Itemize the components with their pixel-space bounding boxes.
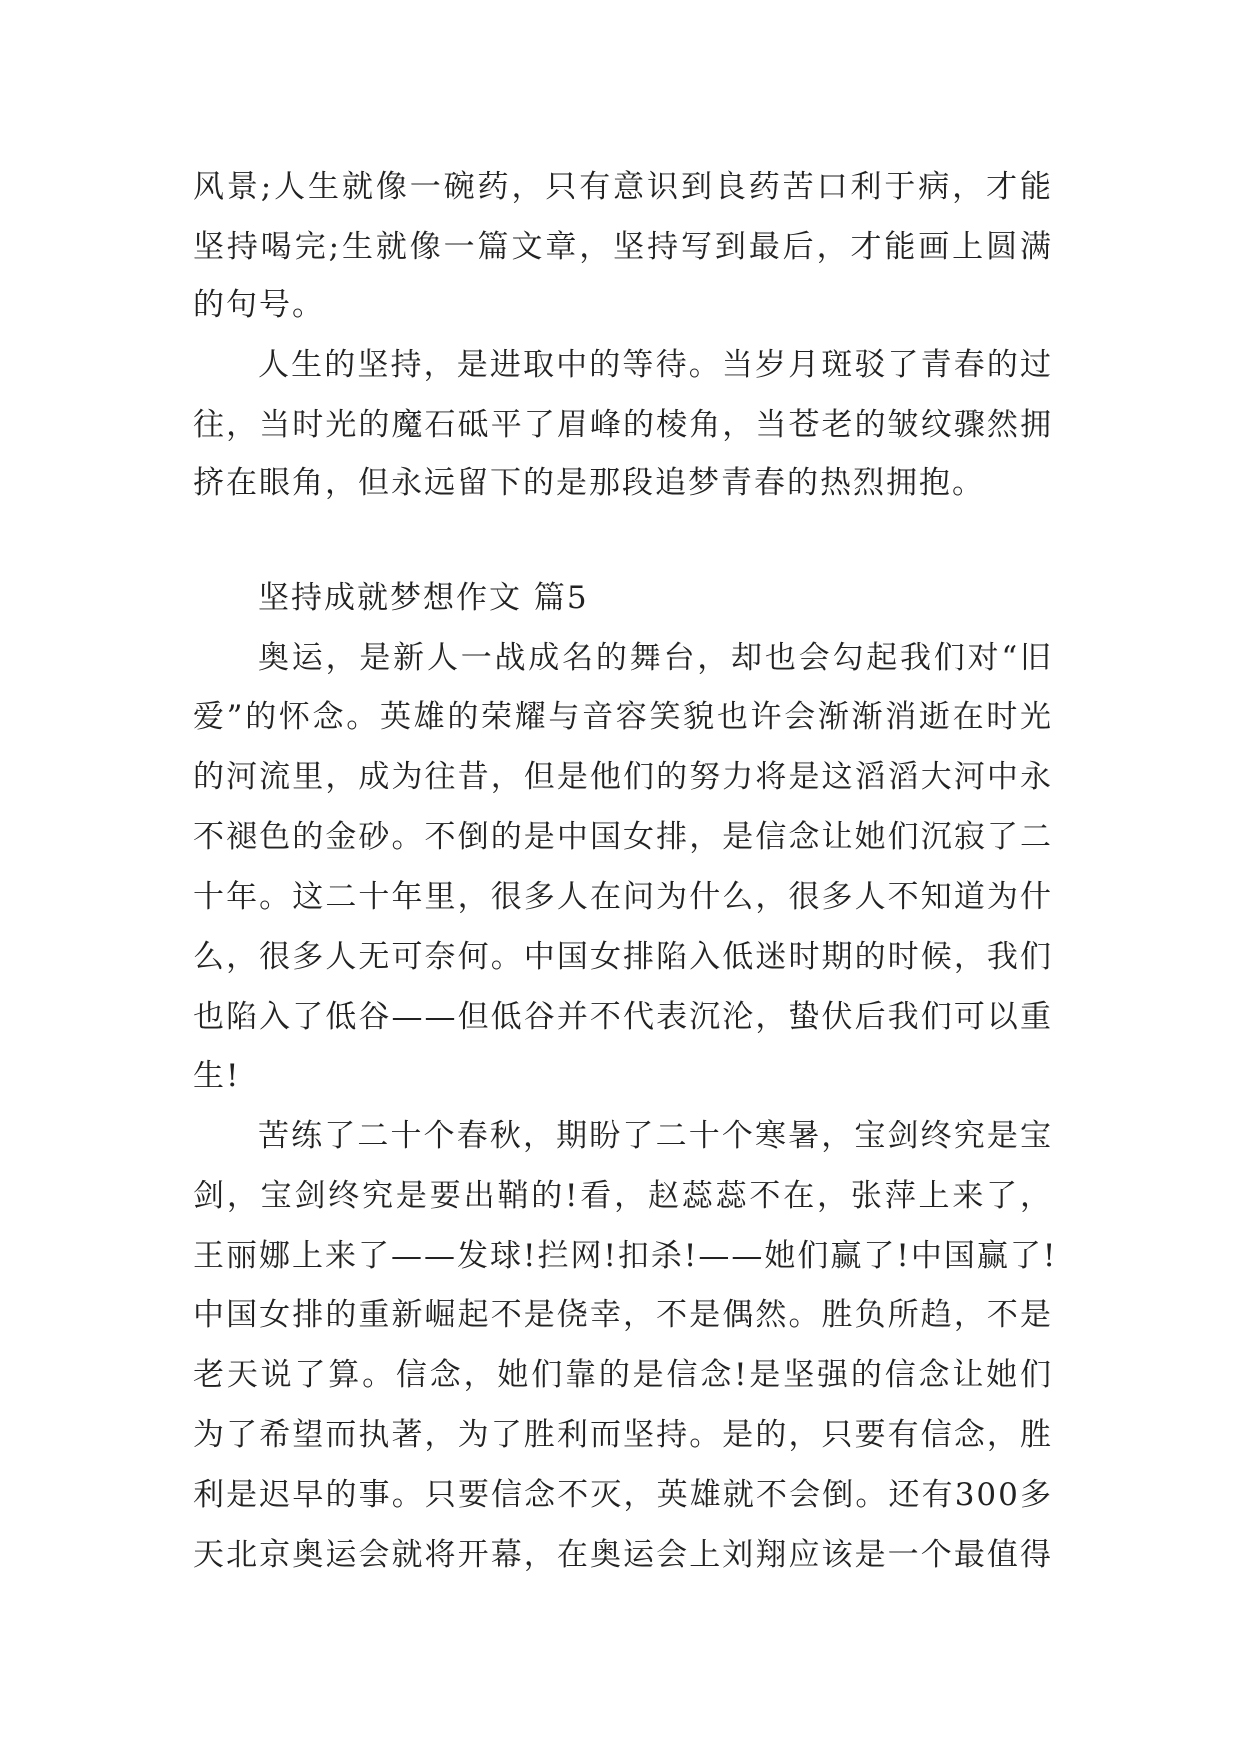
text-line: 十年。这二十年里，很多人在问为什么，很多人不知道为什 (193, 879, 1053, 915)
text-line: 挤在眼角，但永远留下的是那段追梦青春的热烈拥抱。 (193, 465, 985, 501)
text-line: 的句号。 (193, 287, 325, 323)
text-line: 爱”的怀念。英雄的荣耀与音容笑貌也许会渐渐消逝在时光 (193, 699, 1053, 735)
text-line: 风景;人生就像一碗药，只有意识到良药苦口利于病，才能 (193, 169, 1053, 205)
text-line: 往，当时光的魔石砥平了眉峰的棱角，当苍老的皱纹骤然拥 (193, 407, 1053, 443)
text-line: 剑，宝剑终究是要出鞘的!看，赵蕊蕊不在，张萍上来了， (193, 1178, 1053, 1214)
text-line: 中国女排的重新崛起不是侥幸，不是偶然。胜负所趋，不是 (193, 1297, 1053, 1333)
text-line: 老天说了算。信念，她们靠的是信念!是坚强的信念让她们 (193, 1357, 1053, 1393)
text-line: 奥运，是新人一战成名的舞台，却也会勾起我们对“旧 (258, 640, 1053, 676)
text-line: 坚持喝完;生就像一篇文章，坚持写到最后，才能画上圆满 (193, 229, 1053, 265)
text-line: 苦练了二十个春秋，期盼了二十个寒暑，宝剑终究是宝 (258, 1118, 1053, 1154)
text-line: 么，很多人无可奈何。中国女排陷入低迷时期的时候，我们 (193, 939, 1053, 975)
text-line: 人生的坚持，是进取中的等待。当岁月斑驳了青春的过 (258, 347, 1053, 383)
text-line: 不褪色的金砂。不倒的是中国女排，是信念让她们沉寂了二 (193, 819, 1053, 855)
text-line: 天北京奥运会就将开幕，在奥运会上刘翔应该是一个最值得 (193, 1537, 1053, 1573)
section-heading: 坚持成就梦想作文 篇5 (258, 580, 589, 616)
text-line: 的河流里，成为往昔，但是他们的努力将是这滔滔大河中永 (193, 759, 1053, 795)
text-line: 为了希望而执著，为了胜利而坚持。是的，只要有信念，胜 (193, 1417, 1053, 1453)
text-line: 利是迟早的事。只要信念不灭，英雄就不会倒。还有300多 (193, 1477, 1053, 1513)
text-line: 也陷入了低谷——但低谷并不代表沉沦，蛰伏后我们可以重 (193, 999, 1053, 1035)
text-line: 生! (193, 1058, 241, 1094)
text-line: 王丽娜上来了——发球!拦网!扣杀!——她们赢了!中国赢了! (193, 1238, 1058, 1274)
